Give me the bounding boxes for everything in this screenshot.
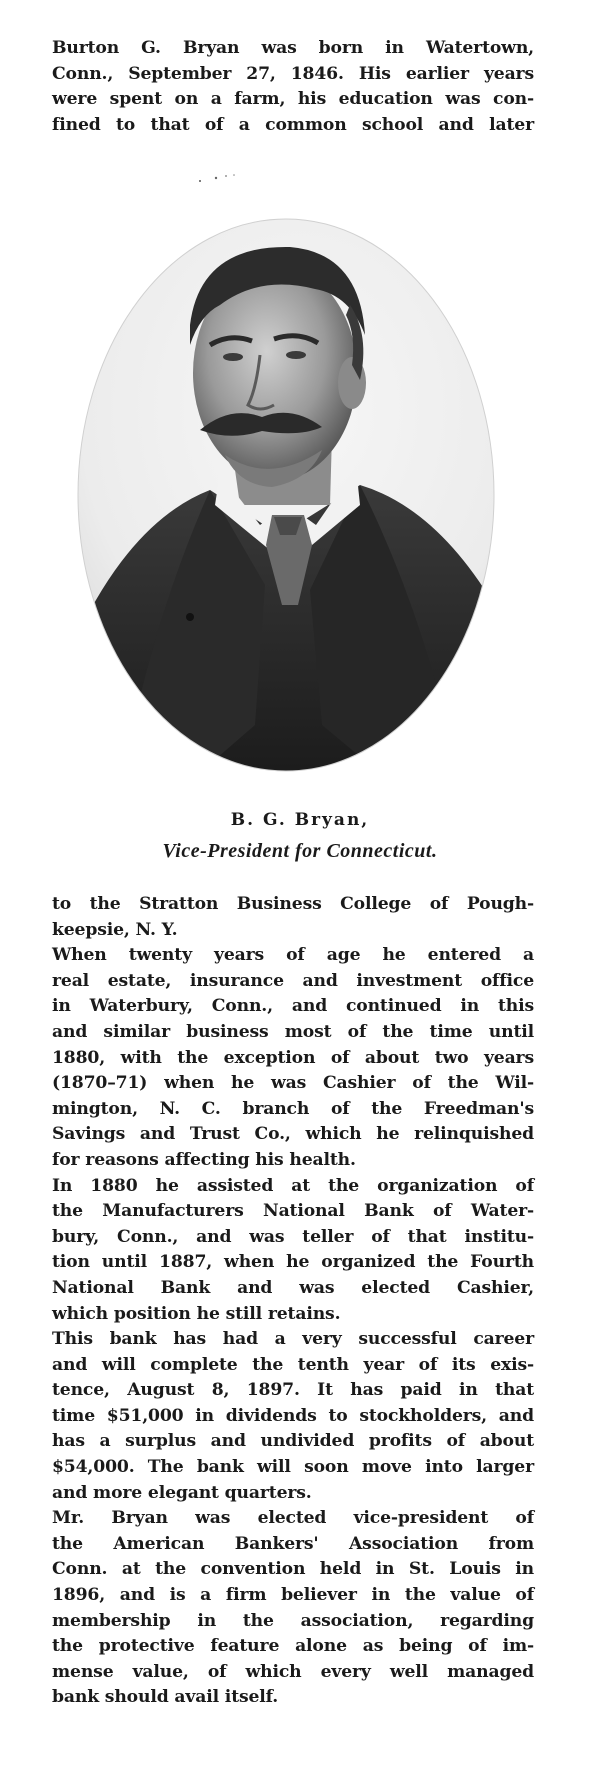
text-line: the protective feature alone as being of im- <box>52 1636 534 1657</box>
portrait-caption-title: Vice-President for Connecticut. <box>162 840 438 862</box>
text-line: time $51,000 in dividends to stockholders, and <box>52 1405 534 1426</box>
intro-paragraph <box>52 36 534 138</box>
text-line: National Bank and was elected Cashier, <box>52 1277 534 1298</box>
text-line: tence, August 8, 1897. It has paid in that <box>52 1380 534 1401</box>
text-line: for reasons affecting his health. <box>52 1149 356 1170</box>
print-speck-marks <box>196 172 256 184</box>
text-line: 1896, and is a firm believer in the value of <box>52 1585 534 1606</box>
text-line: and more elegant quarters. <box>52 1482 312 1503</box>
text-line: were spent on a farm, his education was con- <box>52 89 534 110</box>
text-line: bury, Conn., and was teller of that institu- <box>52 1226 534 1247</box>
text-line: bank should avail itself. <box>52 1687 279 1708</box>
text-line: Mr. Bryan was elected vice-president of <box>52 1508 534 1529</box>
text-line: Burton G. Bryan was born in Watertown, <box>52 38 534 58</box>
text-line: the Manufacturers National Bank of Water- <box>52 1201 534 1222</box>
text-line: and similar business most of the time until <box>52 1021 534 1042</box>
portrait-caption-name: B. G. Bryan, <box>230 810 370 830</box>
text-line: tion until 1887, when he organized the Fourth <box>52 1252 534 1273</box>
text-line: (1870–71) when he was Cashier of the Wil- <box>52 1073 534 1094</box>
text-line: in Waterbury, Conn., and continued in this <box>52 996 534 1017</box>
text-line: and will complete the tenth year of its exis- <box>52 1354 534 1375</box>
text-line: mense value, of which every well managed <box>52 1661 534 1682</box>
body-text <box>52 892 534 1711</box>
text-line: In 1880 he assisted at the organization of <box>52 1175 534 1196</box>
text-line: has a surplus and undivided profits of about <box>52 1431 534 1452</box>
text-line: Conn., September 27, 1846. His earlier years <box>52 63 534 84</box>
text-line: Conn. at the convention held in St. Louis in <box>52 1559 534 1580</box>
text-line: real estate, insurance and investment office <box>52 970 534 991</box>
text-line: mington, N. C. branch of the Freedman's <box>52 1098 534 1119</box>
portrait-image <box>60 205 540 790</box>
text-line: keepsie, N. Y. <box>52 919 178 940</box>
text-line: Savings and Trust Co., which he relinquished <box>52 1124 534 1145</box>
text-line: When twenty years of age he entered a <box>52 945 534 966</box>
text-line: 1880, with the exception of about two years <box>52 1047 534 1068</box>
text-line: the American Bankers' Association from <box>52 1533 534 1554</box>
text-line: $54,000. The bank will soon move into larger <box>52 1457 534 1478</box>
text-line: This bank has had a very successful career <box>52 1329 534 1350</box>
text-line: which position he still retains. <box>52 1303 341 1324</box>
portrait-engraving <box>60 205 540 790</box>
text-line: membership in the association, regarding <box>52 1610 534 1631</box>
text-line: to the Stratton Business College of Pough- <box>52 894 534 914</box>
text-line: fined to that of a common school and later <box>52 114 534 135</box>
